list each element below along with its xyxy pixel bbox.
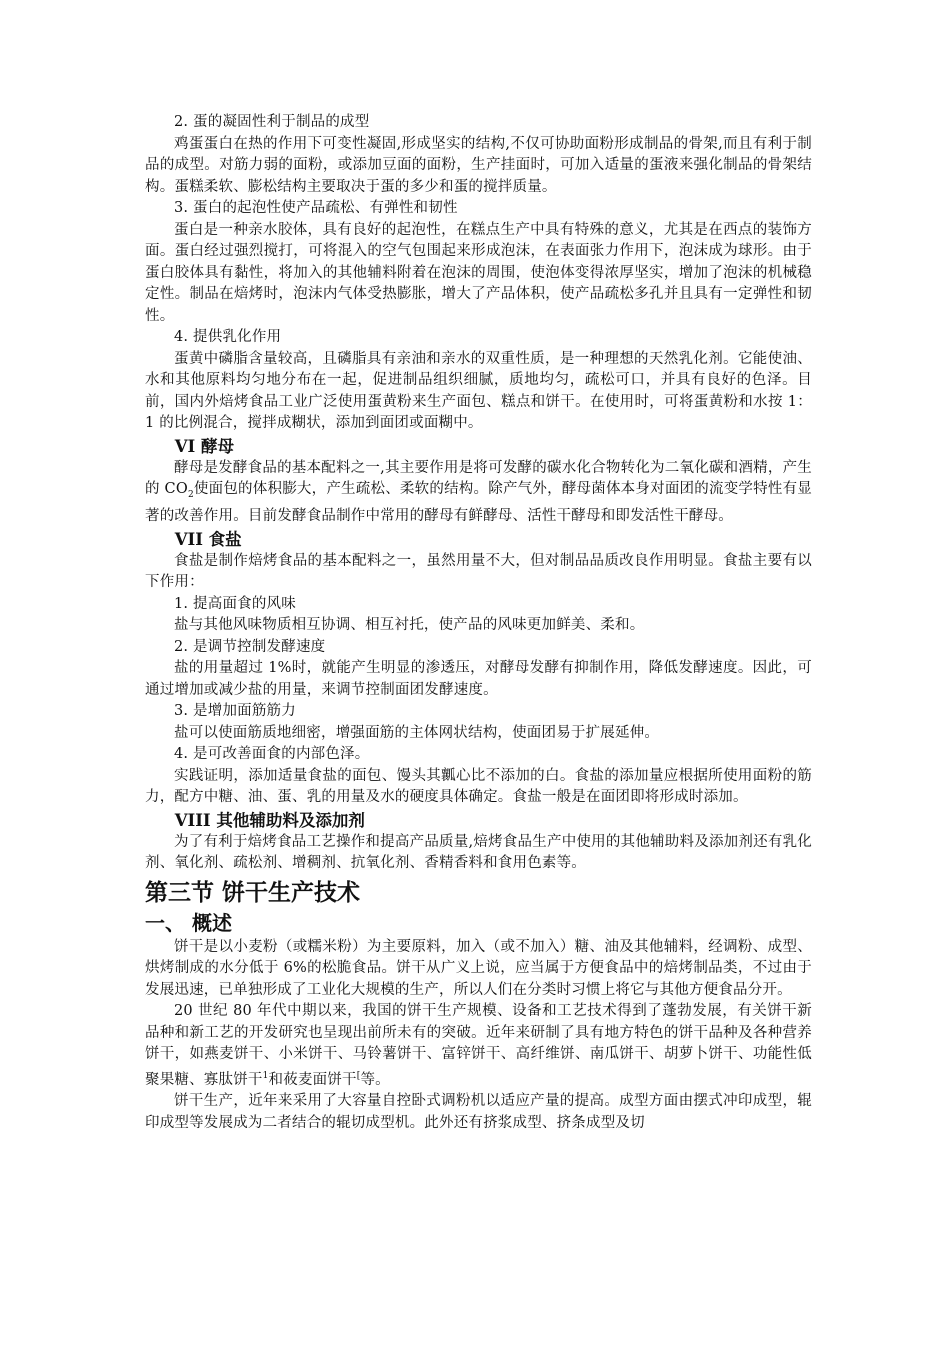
list-item-salt-3: 3. 是增加面筋筋力 bbox=[174, 703, 296, 720]
heading-salt: VII 食盐 bbox=[174, 529, 242, 549]
paragraph-salt-4: 实践证明，添加适量食盐的面包、馒头其瓤心比不添加的白。食盐的添加量应根据所使用面粉的筋力，配方中糖、油、蛋、乳的用量及水的硬度具体确定。食盐一般是在面团即将形成时添加。 bbox=[145, 767, 812, 806]
biscuit-text-3: 等。 bbox=[360, 1071, 390, 1088]
document-page bbox=[145, 112, 812, 1134]
paragraph-salt-1: 盐与其他风味物质相互协调、相互衬托，使产品的风味更加鲜美、柔和。 bbox=[174, 617, 645, 634]
biscuit-text-1: 20 世纪 80 年代中期以来，我国的饼干生产规模、设备和工艺技术得到了蓬勃发展，有关饼干新品种和新工艺的开发研究也呈现出前所未有的突破。近年来研制了具有地方特色的饼干品种及各种营养饼干，如燕麦饼干、小米饼干、马铃薯饼干、富锌饼干、高纤维饼、南瓜饼干、胡萝卜饼干、功能性低聚果糖、寡肽饼干 bbox=[145, 1003, 812, 1088]
heading-other: VIII 其他辅助料及添加剂 bbox=[174, 810, 365, 830]
section-title: 第三节 饼干生产技术 bbox=[145, 879, 361, 906]
paragraph-biscuit-3: 饼干生产，近年来采用了大容量自控卧式调粉机以适应产量的提高。成型方面由摆式冲印成型，辊印成型等发展成为二者结合的辊切成型机。此外还有挤浆成型、挤条成型及切 bbox=[145, 1093, 812, 1131]
heading-yeast: VI 酵母 bbox=[174, 436, 234, 456]
paragraph-egg-2: 鸡蛋蛋白在热的作用下可变性凝固,形成坚实的结构,不仅可协助面粉形成制品的骨架,而且有利于制品的成型。对筋力弱的面粉，或添加豆面的面粉，生产挂面时，可加入适量的蛋液来强化制品的骨架结构。蛋糕柔软、膨松结构主要取决于蛋的多少和蛋的搅拌质量。 bbox=[145, 135, 812, 195]
yeast-subscript: 2 bbox=[187, 489, 194, 500]
biscuit-text-2: 和莜麦面饼干 bbox=[268, 1071, 357, 1088]
list-item-egg-4: 4. 提供乳化作用 bbox=[174, 329, 282, 345]
paragraph-biscuit-1: 饼干是以小麦粉（或糯米粉）为主要原料，加入（或不加入）糖、油及其他辅料，经调粉、成型、烘烤制成的水分低于 6%的松脆食品。饼干从广义上说，应当属于方便食品中的焙烤制品类，不过由于发展迅速，已单独形成了工业化大规模的生产，所以人们在分类时习惯上将它与其他方便食品分开。 bbox=[145, 938, 812, 998]
list-item-egg-2: 2. 蛋的凝固性利于制品的成型 bbox=[174, 114, 370, 130]
paragraph-biscuit-2 bbox=[145, 1001, 812, 1091]
paragraph-salt-2: 盐的用量超过 1%时，就能产生明显的渗透压，对酵母发酵有抑制作用，降低发酵速度。因此，可通过增加或减少盐的用量，来调节控制面团发酵速度。 bbox=[145, 660, 812, 698]
paragraph-other: 为了有利于焙烤食品工艺操作和提高产品质量,焙烤食品生产中使用的其他辅助料及添加剂还有乳化剂、氧化剂、疏松剂、增稠剂、抗氧化剂、香精香料和食用色素等。 bbox=[145, 833, 812, 872]
paragraph-salt-3: 盐可以使面筋质地细密，增强面筋的主体网状结构，使面团易于扩展延伸。 bbox=[174, 724, 660, 741]
superscript-1: 1 bbox=[262, 1070, 269, 1081]
paragraph-salt-intro: 食盐是制作焙烤食品的基本配料之一，虽然用量不大，但对制品品质改良作用明显。食盐主要有以下作用： bbox=[145, 552, 812, 591]
list-item-egg-3: 3. 蛋白的起泡性使产品疏松、有弹性和韧性 bbox=[174, 200, 458, 216]
list-item-salt-2: 2. 是调节控制发酵速度 bbox=[174, 638, 326, 655]
list-item-salt-1: 1. 提高面食的风味 bbox=[174, 595, 296, 612]
yeast-text-2: 使面包的体积膨大，产生疏松、柔软的结构。除产气外，酵母菌体本身对面团的流变学特性有显著的改善作用。目前发酵食品制作中常用的酵母有鲜酵母、活性干酵母和即发活性干酵母。 bbox=[145, 481, 812, 525]
paragraph-egg-3: 蛋白是一种亲水胶体，具有良好的起泡性，在糕点生产中具有特殊的意义，尤其是在西点的装饰方面。蛋白经过强烈搅打，可将混入的空气包围起来形成泡沫，在表面张力作用下，泡沫成为球形。由于蛋白胶体具有黏性，将加入的其他辅料附着在泡沫的周围，使泡体变得浓厚坚实，增加了泡沫的机械稳定性。制品在焙烤时，泡沫内气体受热膨胀，增大了产品体积，使产品疏松多孔并且具有一定弹性和韧性。 bbox=[145, 221, 812, 324]
section-subtitle: 一、 概述 bbox=[145, 910, 232, 935]
paragraph-egg-4: 蛋黄中磷脂含量较高，且磷脂具有亲油和亲水的双重性质，是一种理想的天然乳化剂。它能使油、水和其他原料均匀地分布在一起，促进制品组织细腻，质地均匀，疏松可口，并具有良好的色泽。目前，国内外焙烤食品工业广泛使用蛋黄粉来生产面包、糕点和饼干。在使用时，可将蛋黄粉和水按 1：1 的比例混合，搅拌成糊状，添加到面团或面糊中。 bbox=[145, 350, 812, 431]
superscript-2: [ bbox=[356, 1070, 361, 1081]
paragraph-yeast bbox=[145, 458, 812, 528]
list-item-salt-4: 4. 是可改善面食的内部色泽。 bbox=[174, 746, 370, 763]
yeast-text-1: 酵母是发酵食品的基本配料之一,其主要作用是将可发酵的碳水化合物转化为二氧化碳和酒精，产生的 CO bbox=[145, 459, 812, 497]
